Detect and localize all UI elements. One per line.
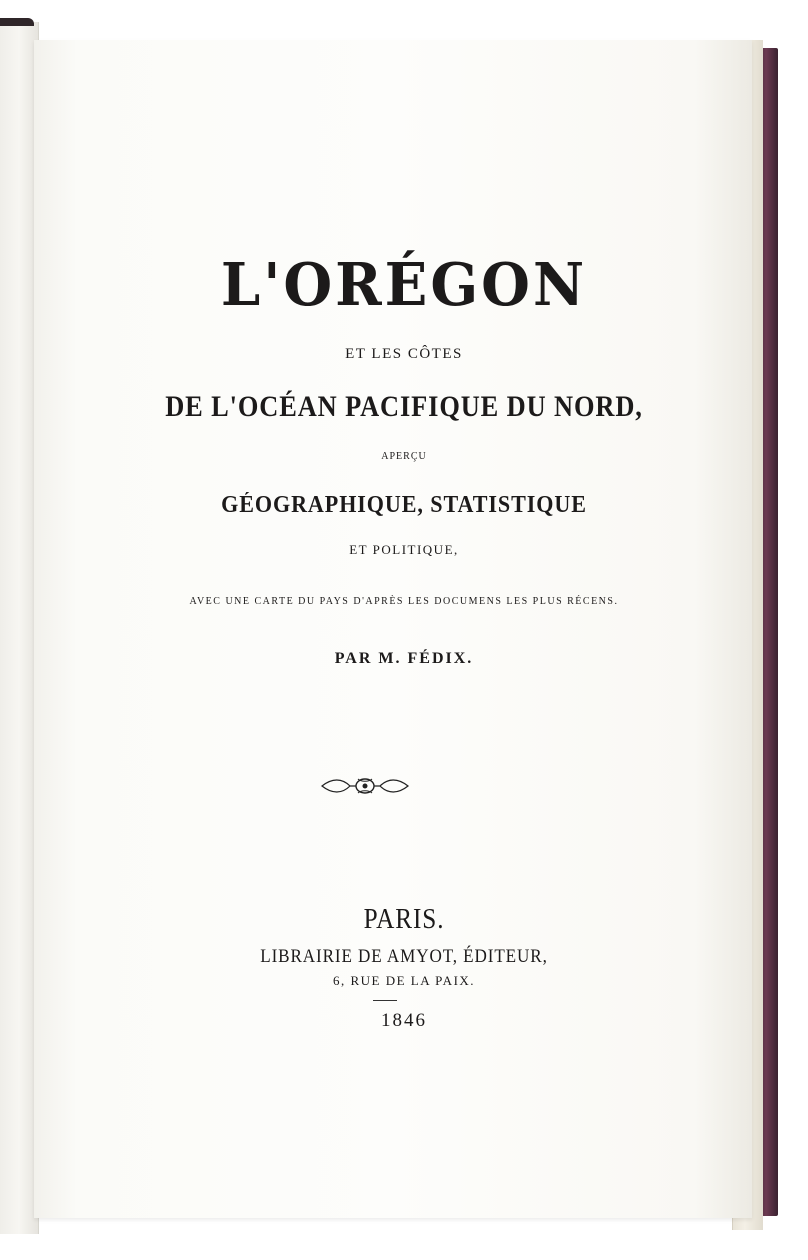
imprint-city: PARIS. [363,904,445,935]
subtitle-line-2: DE L'OCÉAN PACIFIQUE DU NORD, [165,390,643,423]
book-title: L'ORÉGON [220,250,588,320]
imprint-address: 6, RUE DE LA PAIX. [332,973,476,988]
title-page [34,40,752,1218]
subtitle-line-6: AVEC UNE CARTE DU PAYS D'APRÈS LES DOCUMENS LES PLUS RÉCENS. [189,596,619,607]
subtitle-line-4: GÉOGRAPHIQUE, STATISTIQUE [221,492,587,518]
imprint-publisher: LIBRAIRIE DE AMYOT, ÉDITEUR, [260,946,548,967]
subtitle-line-5: ET POLITIQUE, [349,542,459,557]
imprint-year: 1846 [381,1010,427,1031]
divider-rule [373,1000,397,1001]
decorative-flourish-icon [320,774,410,798]
subtitle-line-1: ET LES CÔTES [345,346,463,362]
subtitle-line-3: APERÇU [381,451,427,462]
cover-corner [0,18,34,26]
author-line: PAR M. FÉDIX. [334,650,474,667]
